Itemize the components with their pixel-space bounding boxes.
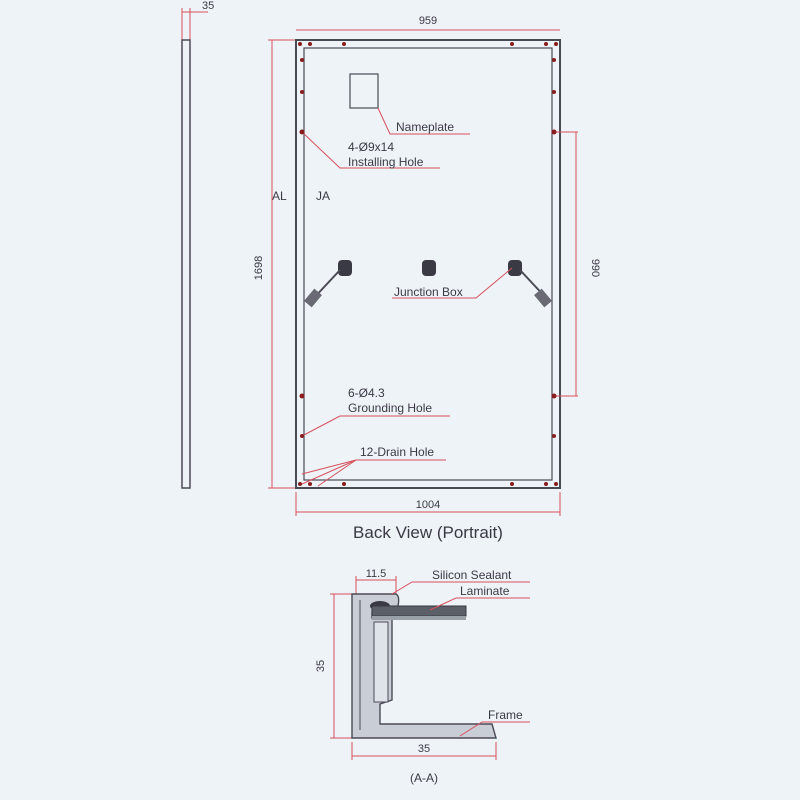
section-caption: (A-A) xyxy=(410,771,438,785)
section-view xyxy=(315,568,530,785)
junction-box-label: Junction Box xyxy=(394,285,463,299)
drain-hole xyxy=(544,42,548,46)
side-view xyxy=(182,0,330,488)
drain-hole xyxy=(554,482,558,486)
grounding-hole xyxy=(552,434,556,438)
lip-label: 11.5 xyxy=(365,568,387,580)
junction-box-center xyxy=(422,260,436,276)
grounding-holes xyxy=(300,58,556,438)
grounding-hole-leader xyxy=(302,416,450,436)
installing-hole xyxy=(300,394,305,399)
grounding-hole xyxy=(300,58,304,62)
connector-right xyxy=(534,289,552,308)
silicon-sealant-label: Silicon Sealant xyxy=(432,568,512,582)
grounding-hole-spec: 6-Ø4.3 xyxy=(348,386,385,400)
drain-hole-leader-3 xyxy=(318,460,356,486)
drain-hole-label: 12-Drain Hole xyxy=(360,445,435,459)
laminate-label: Laminate xyxy=(460,584,510,598)
installing-hole xyxy=(300,130,305,135)
grounding-hole xyxy=(300,90,304,94)
installing-hole xyxy=(552,130,557,135)
drain-hole xyxy=(554,42,558,46)
back-view-caption: Back View (Portrait) xyxy=(353,523,503,542)
installing-hole-spec: 4-Ø9x14 xyxy=(348,140,395,154)
frame-hollow xyxy=(374,622,388,702)
drain-hole xyxy=(308,42,312,46)
installing-hole-label: Installing Hole xyxy=(348,155,424,169)
section-height-label: 35 xyxy=(315,659,327,673)
grounding-hole-label: Grounding Hole xyxy=(348,401,433,415)
drain-hole xyxy=(308,482,312,486)
grounding-hole xyxy=(552,90,556,94)
grounding-hole xyxy=(300,434,304,438)
side-thickness-label: 35 xyxy=(202,0,215,12)
drain-hole xyxy=(544,482,548,486)
side-label-al: AL xyxy=(272,189,287,203)
laminate xyxy=(372,606,466,616)
junction-box-left xyxy=(338,260,352,276)
drain-hole xyxy=(298,42,302,46)
top-width-label: 959 xyxy=(418,15,438,27)
drain-hole xyxy=(510,42,514,46)
frame-label: Frame xyxy=(488,708,523,722)
nameplate-label: Nameplate xyxy=(396,120,455,134)
side-label-ja: JA xyxy=(316,189,331,203)
drain-hole xyxy=(510,482,514,486)
nameplate xyxy=(350,74,378,108)
hole-spacing-label: 990 xyxy=(589,258,601,278)
grounding-hole xyxy=(552,58,556,62)
drain-hole xyxy=(342,482,346,486)
height-label: 1698 xyxy=(253,255,265,281)
laminate-back xyxy=(372,616,466,620)
back-view xyxy=(253,15,601,542)
drain-hole xyxy=(342,42,346,46)
bottom-width-label: 1004 xyxy=(415,499,441,511)
junction-box-right xyxy=(508,260,522,276)
drain-hole xyxy=(298,482,302,486)
installing-hole xyxy=(552,394,557,399)
section-width-label: 35 xyxy=(417,743,431,755)
side-profile xyxy=(182,40,190,488)
